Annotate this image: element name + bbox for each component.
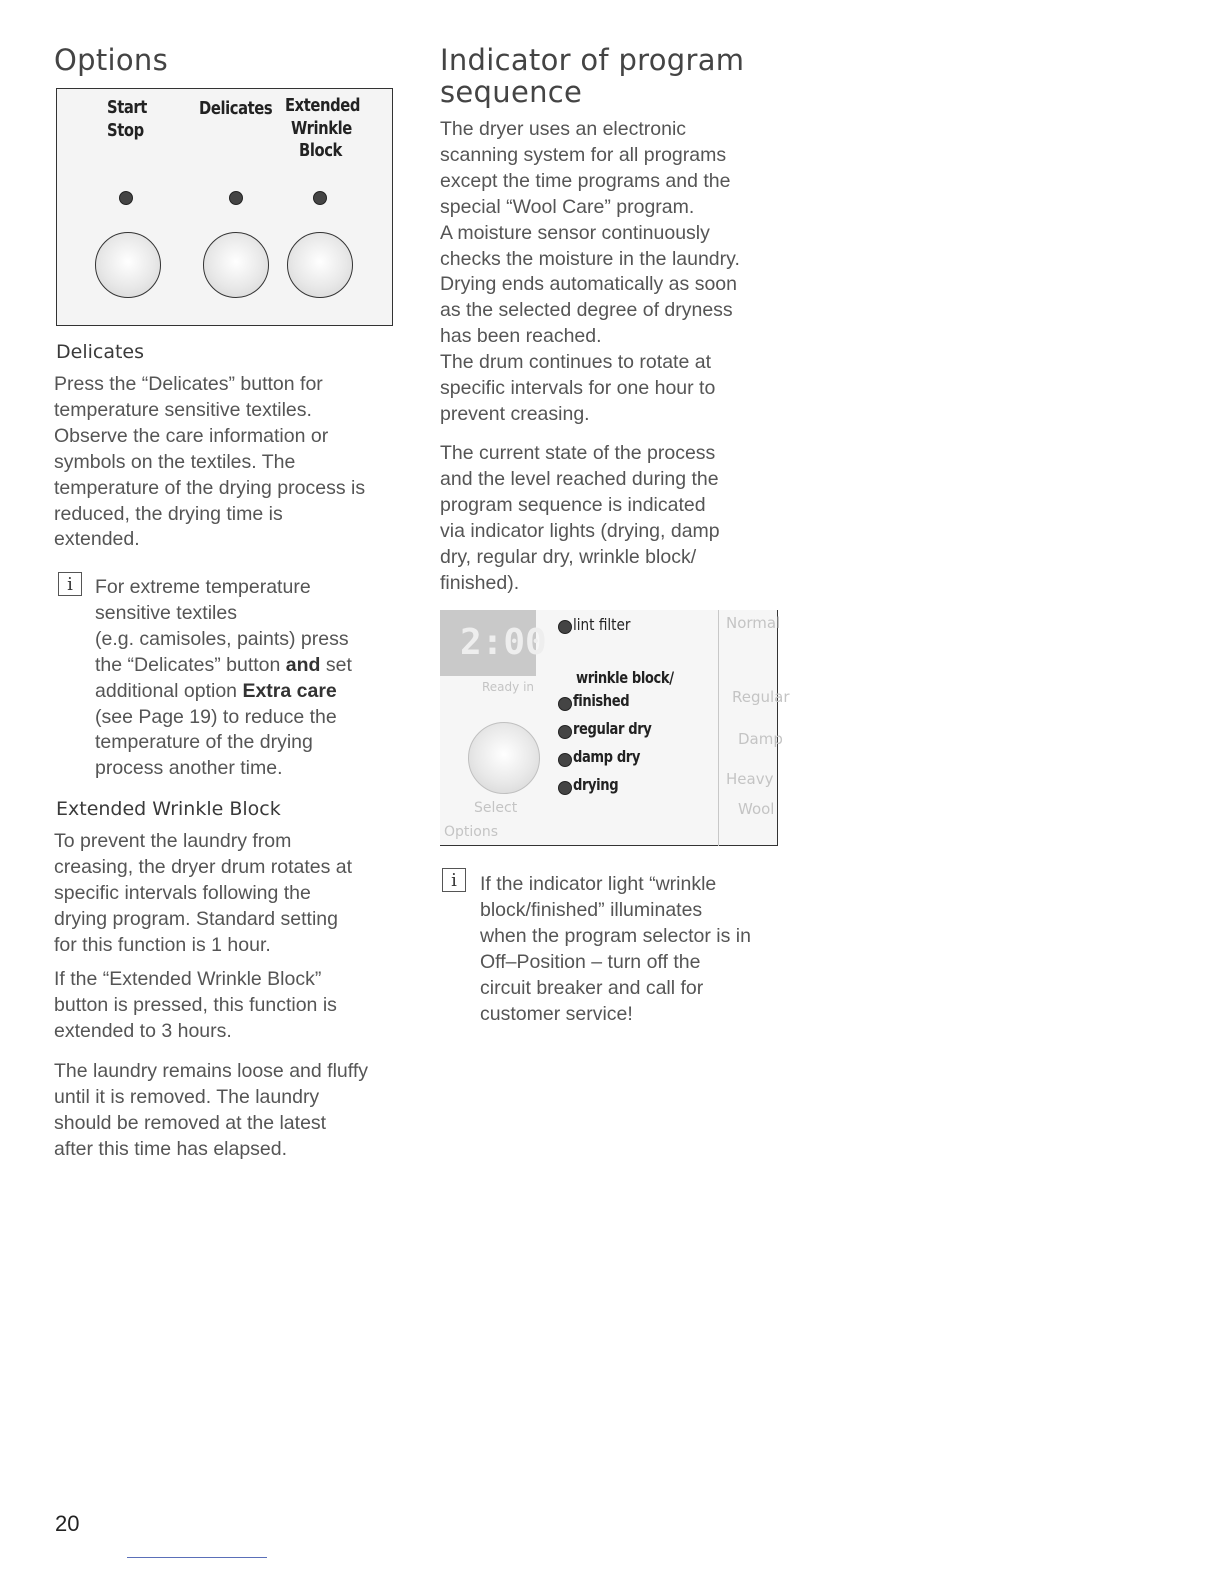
- indicator-text-2: The current state of the process and the level reached during the program sequence is indicated via indicator lights (drying, damp dry, regular dry, wrinkle block/ finished).: [440, 442, 720, 594]
- delicates-led: [229, 191, 243, 205]
- info-icon: i: [442, 868, 466, 892]
- footer-rule: [127, 1557, 267, 1558]
- damp-dry-led: [558, 753, 572, 767]
- program-selector-knob[interactable]: [468, 722, 540, 794]
- regular-dry-label: regular dry: [573, 719, 652, 738]
- options-title: Options: [54, 43, 168, 77]
- extended-led: [313, 191, 327, 205]
- heavy-label: Heavy: [726, 770, 774, 788]
- indicator-text-1: The dryer uses an electronic scanning system for all programs except the time programs and the special “Wool Care” program. A moisture sensor continuously checks the moisture in the laundry. Drying ends automatically as soon as the selected degree of dryness has been reached. The drum continues to rotate at specific intervals for one hour to prevent creasing.: [440, 118, 740, 425]
- extended-label: Extended: [285, 95, 361, 116]
- lint-filter-led: [558, 620, 572, 634]
- indicator-note: If the indicator light “wrinkle block/finished” illuminates when the program selector is in Off–Position – turn off the circuit breaker and call for customer service!: [480, 873, 751, 1025]
- delicates-text: Press the “Delicates” button for temperature sensitive textiles. Observe the care information or symbols on the textiles. The temperature of the drying process is reduced, the drying time is extended.: [54, 373, 366, 551]
- drying-led: [558, 781, 572, 795]
- select-label: Select: [474, 800, 518, 816]
- panel-divider: [718, 610, 719, 846]
- ewb-text-3: The laundry remains loose and fluffy until it is removed. The laundry should be removed at the latest after this time has elapsed.: [54, 1060, 368, 1160]
- regular-dry-led: [558, 725, 572, 739]
- damp-dry-label: damp dry: [573, 747, 641, 766]
- normal-label: Normal: [726, 614, 781, 632]
- page-number: 20: [55, 1511, 80, 1536]
- regular-label: Regular: [732, 688, 790, 706]
- start-label: Start: [107, 97, 147, 118]
- damp-label: Damp: [738, 730, 783, 748]
- start-led: [119, 191, 133, 205]
- delicates-button[interactable]: [203, 232, 269, 298]
- ewb-text-1: To prevent the laundry from creasing, the dryer drum rotates at specific intervals following the drying program. Standard setting for this function is 1 hour.: [54, 830, 353, 956]
- block-label: Block: [299, 140, 342, 161]
- display-window: [440, 610, 547, 676]
- delicates-note: For extreme temperature sensitive textiles (e.g. camisoles, paints) press the “Delicates” button and set additional option Extra care (see Page 19) to reduce the temperature of the drying process another time.: [95, 576, 352, 780]
- options-panel-figure: [56, 88, 393, 326]
- delicates-heading: Delicates: [56, 341, 145, 363]
- wrinkle-block-label: wrinkle block/: [576, 668, 674, 687]
- start-stop-button[interactable]: [95, 232, 161, 298]
- drying-label: drying: [573, 775, 619, 794]
- lint-filter-label: lint filter: [573, 615, 631, 634]
- indicator-title-line1: Indicator of program: [440, 43, 745, 77]
- wrinkle-label: Wrinkle: [291, 118, 352, 139]
- indicator-title-line2: sequence: [440, 75, 583, 109]
- options-label-faded: Options: [444, 824, 499, 840]
- ready-in-label: Ready in: [482, 680, 535, 694]
- finished-label: finished: [573, 691, 630, 710]
- extended-wrinkle-block-button[interactable]: [287, 232, 353, 298]
- finished-led: [558, 697, 572, 711]
- delicates-label: Delicates: [199, 98, 273, 119]
- display-time: 2:00: [460, 622, 547, 663]
- indicator-panel-figure: [440, 610, 790, 846]
- wool-label: Wool: [738, 800, 775, 818]
- stop-label: Stop: [107, 120, 144, 141]
- ewb-text-2: If the “Extended Wrinkle Block” button is pressed, this function is extended to 3 hours.: [54, 968, 337, 1042]
- extended-wrinkle-block-heading: Extended Wrinkle Block: [56, 798, 281, 820]
- info-icon: i: [58, 572, 82, 596]
